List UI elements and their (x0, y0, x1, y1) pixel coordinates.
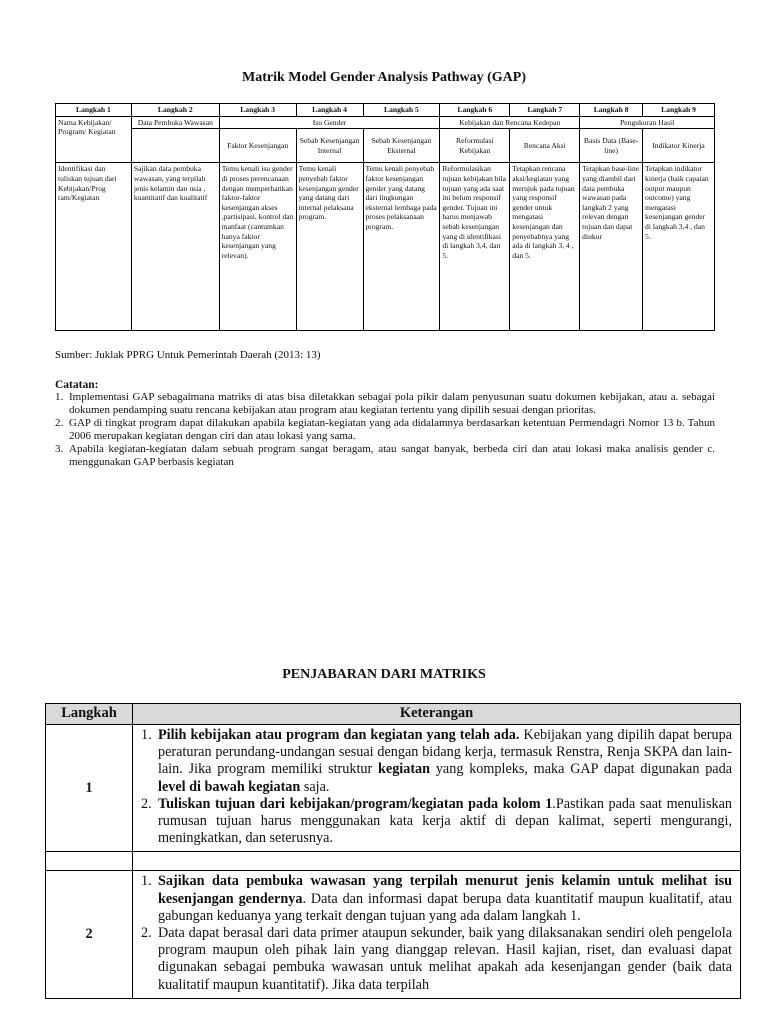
detail-item-number: 2. (141, 795, 152, 812)
detail-item-number: 2. (141, 925, 152, 942)
detail-item-number: 1. (141, 727, 152, 743)
detail-item-list (141, 727, 732, 847)
note-number: 1. (55, 391, 64, 403)
matrix-data-header: Data Pembuka Wawasan (131, 116, 219, 129)
gap-matrix-table (55, 103, 715, 331)
matrix-step-header: Langkah 8 (580, 104, 643, 117)
matrix-subheader: Rencana Aksi (510, 129, 580, 163)
matrix-subheader: Reformulasi Kebijakan (440, 129, 510, 163)
matrix-content-row (56, 163, 715, 331)
matrix-cell: Tetapkan base-line yang diambil dari data pembuka wawasan pada langkah 2 yang relevan dengan tujuan dan dapat diukur (580, 163, 643, 331)
matrix-group-pengukuran: Pengukuran Hasil (580, 116, 715, 129)
detail-spacer-row (46, 852, 741, 871)
matrix-cell: Tetapkan indikator kinerja (baik capaian output maupun outcome) yang mengatasi kesenjangan gender di langkah 3,4 , dan 5. (643, 163, 715, 331)
detail-item-text: .Pastikan pada saat menuliskan rumusan tujuan harus menggunakan kata kerja aktif di depan kalimat, seperti mengurangi, meningkatkan, dan seterusnya. (158, 795, 733, 847)
detail-item (141, 796, 732, 848)
section-title: PENJABARAN DARI MATRIKS (282, 667, 486, 682)
matrix-cell: Temu kenali penyebab faktor kesenjangan gender yang datang dari internal pelaksana program. (296, 163, 363, 331)
notes-list (55, 391, 715, 469)
detail-header-row (46, 704, 741, 725)
matrix-step-header: Langkah 9 (643, 104, 715, 117)
note-number: 3. (55, 443, 64, 455)
matrix-subheader: Sebab Kesenjangan Internal (296, 129, 363, 163)
matrix-subheader-row (56, 129, 715, 163)
detail-item-bold: Tuliskan tujuan dari kebijakan/program/kegiatan pada kolom 1 (158, 795, 553, 812)
matrix-group-kebijakan: Kebijakan dan Rencana Kedepan (440, 116, 580, 129)
detail-item-bold: kegiatan (378, 761, 431, 778)
matrix-step-header: Langkah 3 (219, 104, 296, 117)
matrix-step-header: Langkah 4 (296, 104, 363, 117)
detail-table (45, 703, 741, 999)
detail-step-number: 1 (46, 725, 133, 852)
detail-item-number: 1. (141, 873, 152, 890)
detail-item-bold: level di bawah kegiatan (158, 778, 301, 795)
note-item (55, 443, 715, 469)
matrix-subheader: Basis Data (Base-line) (580, 129, 643, 163)
detail-item-text: saja. (300, 778, 330, 795)
detail-item-text: Data dapat berasal dari data primer ataupun sekunder, baik yang dilaksanakan sendiri oleh pengelola program maupun oleh pihak lain yang dianggap relevan. Hasil kajian, riset, dan evaluasi dapat digunakan sebagai pembuka wawasan untuk melihat apakah ada kesenjangan gender (baik data kualitatif maupun kuantitatif). Jika data terpilah (158, 925, 732, 993)
matrix-cell: Tetapkan rencana aksi/kegiatan yang merujuk pada tujuan yang responsif gender untuk mengatasi kesenjangan dan penyebabnya yang ada di langkah 3, 4 , dan 5. (510, 163, 580, 331)
matrix-empty-cell (131, 129, 219, 163)
notes-heading: Catatan: (55, 379, 99, 391)
note-text: GAP di tingkat program dapat dilakukan apabila kegiatan-kegiatan yang ada didalamnya berdasarkan ketentuan Permendagri Nomor 13 b. Tahun 2006 merupakan kegiatan dengan ciri dan atau lokasi yang sama. (69, 417, 715, 442)
detail-step-number: 2 (46, 871, 133, 998)
detail-desc-header: Keterangan (133, 704, 741, 725)
matrix-step-header: Langkah 5 (363, 104, 440, 117)
detail-item (141, 925, 732, 994)
source-citation: Sumber: Juklak PPRG Untuk Pemerintah Daerah (2013: 13) (55, 349, 321, 361)
detail-item-text: . Data dan informasi dapat berupa data kuantitatif maupun kualitatif, atau gabungan keduanya yang terkait dengan tujuan yang ada dalam langkah 1. (158, 890, 732, 924)
matrix-step-header: Langkah 6 (440, 104, 510, 117)
matrix-subheader: Indikator Kinerja (643, 129, 715, 163)
matrix-subheader: Sebab Kesenjangan Eksternal (363, 129, 440, 163)
note-item (55, 391, 715, 417)
matrix-step-header: Langkah 7 (510, 104, 580, 117)
matrix-step-row (56, 104, 715, 117)
detail-row (46, 725, 741, 852)
matrix-step-header: Langkah 1 (56, 104, 132, 117)
document-title: Matrik Model Gender Analysis Pathway (GAP) (241, 70, 526, 85)
detail-item-list (141, 873, 732, 993)
matrix-cell: Identifikasi dan tuliskan tujuan dari Kebijakan/Prog ram/Kegiatan (56, 163, 132, 331)
detail-step-header: Langkah (46, 704, 133, 725)
matrix-cell: Temu kenali penyebab faktor kesenjangan gender yang datang dari lingkungan eksternal lembaga pada proses pelaksanaan program. (363, 163, 440, 331)
matrix-group-row (56, 116, 715, 129)
matrix-subheader: Faktor Kesenjangan (219, 129, 296, 163)
detail-item (141, 873, 732, 925)
detail-empty-cell (46, 852, 133, 871)
detail-row (46, 871, 741, 998)
detail-item-bold: Sajikan data pembuka wawasan yang terpilah menurut jenis kelamin untuk melihat isu kesenjangan gendernya (158, 873, 732, 907)
note-number: 2. (55, 417, 64, 429)
matrix-policy-header: Nama Kebijakan/ Program/ Kegiatan (56, 116, 132, 163)
matrix-cell: Sajikan data pembuka wawasan, yang terpilah jenis kelamin dan usia , kuantitatif dan kualitatif (131, 163, 219, 331)
detail-empty-cell (133, 852, 741, 871)
note-text: Apabila kegiatan-kegiatan dalam sebuah program sangat beragam, atau sangat banyak, berbeda ciri dan atau lokasi maka analisis gender c. menggunakan GAP berbasis kegiatan (69, 443, 715, 468)
matrix-group-isu-gender: Isu Gender (219, 116, 440, 129)
matrix-cell: Temu kenali isu gender di proses perencanaan dengan memperhatikan faktor-faktor kesenjangan akses ,partisipasi, kontrol dan manfaat (cantumkan hanya faktor kesenjangan yang relevan). (219, 163, 296, 331)
detail-item-text: yang kompleks, maka GAP dapat digunakan pada (430, 761, 732, 778)
note-item (55, 417, 715, 443)
detail-description (133, 871, 741, 998)
detail-description (133, 725, 741, 852)
matrix-cell: Reformulasikan tujuan kebijakan bila tujuan yang ada saat ini belum responsif gender. Tujuan ini harus menjawab sebab kesenjangan yang di identifikasi di langkah 3,4, dan 5. (440, 163, 510, 331)
detail-item (141, 727, 732, 796)
detail-item-bold: Pilih kebijakan atau program dan kegiatan yang telah ada. (158, 727, 520, 743)
matrix-step-header: Langkah 2 (131, 104, 219, 117)
detail-item-text: Kebijakan yang dipilih dapat berupa peraturan perundang-undangan sesuai dengan bidang kerja, termasuk Renstra, Renja SKPA dan lain-lain. Jika program memiliki struktur (158, 727, 732, 778)
note-text: Implementasi GAP sebagaimana matriks di atas bisa diletakkan sebagai pola pikir dalam penyusunan suatu dokumen kebijakan, atau a. sebagai dokumen pendamping suatu rencana kebijakan atau program atau kegiatan tertentu yang dipilih sesuai dengan prioritas. (69, 391, 715, 416)
